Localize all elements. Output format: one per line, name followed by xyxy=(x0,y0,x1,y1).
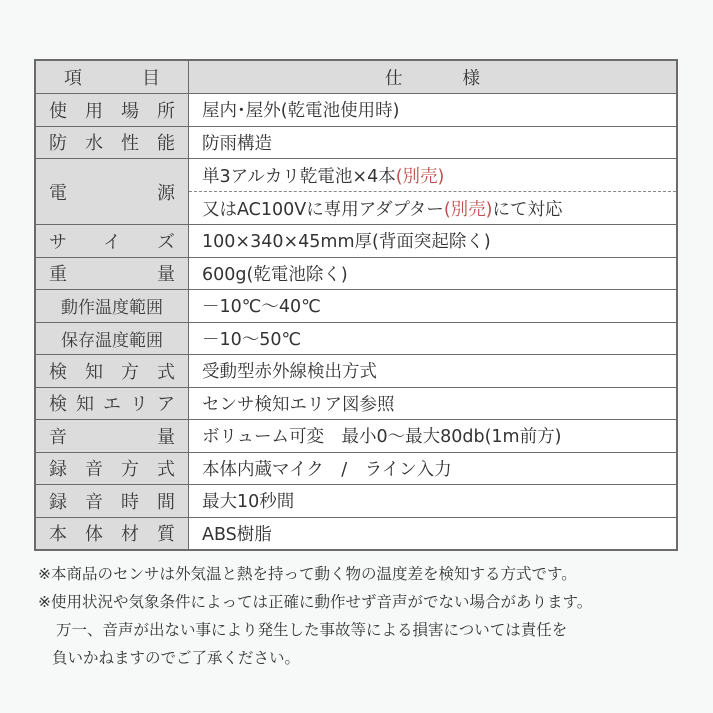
table-row-recording-method xyxy=(36,452,676,485)
table-row-size xyxy=(36,224,676,257)
row-value: －10～50℃ xyxy=(202,329,302,350)
row-value: 屋内･屋外(乾電池使用時) xyxy=(202,101,400,122)
row-value-stack xyxy=(189,159,676,224)
row-value: ABS樹脂 xyxy=(202,524,272,545)
row-value: －10℃～40℃ xyxy=(202,297,321,318)
note-liability-cont: 負いかねますのでご了承ください。 xyxy=(52,649,301,667)
row-value: 本体内蔵マイク / ライン入力 xyxy=(202,459,452,480)
table-row-storage-temp xyxy=(36,322,676,355)
table-row-detection-method xyxy=(36,354,676,387)
spec-table xyxy=(34,59,678,551)
note-liability: 万一、音声が出ない事により発生した事故等による損害については責任を xyxy=(56,621,568,639)
row-label: 保存温度範囲 xyxy=(36,323,189,355)
note-detection-method: ※本商品のセンサは外気温と熱を持って動く物の温度差を検知する方式です。 xyxy=(38,565,577,583)
table-row-usage-location xyxy=(36,93,676,126)
row-label: 重 量 xyxy=(36,258,189,290)
table-row-power-source xyxy=(36,158,676,224)
row-label: サ イ ズ xyxy=(36,225,189,257)
row-label: 動作温度範囲 xyxy=(36,290,189,322)
row-value: ボリューム可変 最小0～最大80db(1m前方) xyxy=(202,427,562,448)
row-label: 録 音 方 式 xyxy=(36,453,189,485)
row-label: 検 知 方 式 xyxy=(36,355,189,387)
table-row-operating-temp xyxy=(36,289,676,322)
table-row-body-material xyxy=(36,517,676,550)
row-label: 検 知 エ リ ア xyxy=(36,388,189,420)
row-value: 600g(乾電池除く) xyxy=(202,264,348,285)
sold-separately-note: (別売) xyxy=(395,166,445,187)
disclaimer-notes xyxy=(38,560,688,672)
table-row-recording-time xyxy=(36,484,676,517)
row-value: 最大10秒間 xyxy=(202,492,295,513)
row-label: 音 量 xyxy=(36,420,189,452)
table-header-row xyxy=(36,61,676,93)
row-value: 防雨構造 xyxy=(202,133,272,154)
row-label: 本 体 材 質 xyxy=(36,518,189,550)
row-value: 100×340×45mm厚(背面突起除く) xyxy=(202,232,491,253)
row-label: 防 水 性 能 xyxy=(36,127,189,159)
table-row-waterproof xyxy=(36,126,676,159)
power-line-adapter: 又はAC100Vに専用アダプター (別売) にて対応 xyxy=(189,192,676,224)
row-label: 電 源 xyxy=(36,159,189,224)
header-item: 項 目 xyxy=(36,61,189,93)
table-row-detection-area xyxy=(36,387,676,420)
table-row-volume xyxy=(36,419,676,452)
header-spec: 仕 様 xyxy=(189,61,676,93)
row-label: 録 音 時 間 xyxy=(36,485,189,517)
sold-separately-note: (別売) xyxy=(443,199,493,220)
row-value: 受動型赤外線検出方式 xyxy=(202,362,377,383)
table-row-weight xyxy=(36,257,676,290)
row-value: センサ検知エリア図参照 xyxy=(202,394,395,415)
power-line-battery: 単3アルカリ乾電池×4本 (別売) xyxy=(189,159,676,192)
note-usage-conditions: ※使用状況や気象条件によっては正確に動作せず音声がでない場合があります。 xyxy=(38,593,593,611)
row-label: 使 用 場 所 xyxy=(36,94,189,126)
